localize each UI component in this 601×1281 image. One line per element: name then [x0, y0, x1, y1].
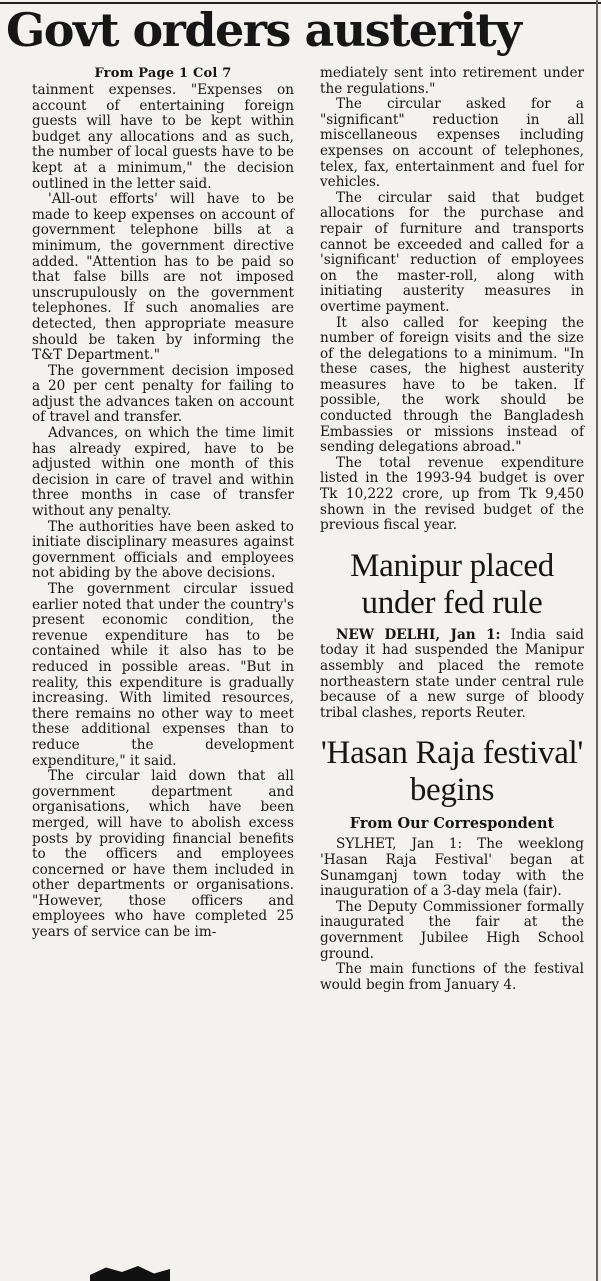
article-paragraph: The circular asked for a "significant" reduction in all miscellaneous expenses including expenses on account of telephones, telex, fax, entertainment and fuel for vehicles.: [320, 96, 584, 191]
article-paragraph: The authorities have been asked to initiate disciplinary measures against government officials and employees not abiding by the above decisions.: [32, 518, 294, 582]
article-paragraph: tainment expenses. "Expenses on account of entertaining foreign guests will have to be kept within budget any allocations and as such, the number of local guests have to be kept at a minimum," the decision outlined in the letter said.: [32, 82, 294, 192]
cut-off-headline-fragment: [90, 1266, 170, 1281]
manipur-headline: Manipur placed under fed rule: [350, 547, 554, 621]
hasan-raja-paragraph: SYLHET, Jan 1: The weeklong 'Hasan Raja Festival' began at Sunamganj town today with the inauguration of a 3-day mela (fair).: [320, 836, 584, 900]
article-headline: Govt orders austerity: [6, 3, 521, 57]
right-column: [320, 66, 584, 993]
article-paragraph: Advances, on which the time limit has already expired, have to be adjusted within one month of this decision in care of travel and within three months in case of transfer without any penalty.: [32, 425, 294, 520]
article-paragraph: The government decision imposed a 20 per cent penalty for failing to adjust the advances taken on account of travel and transfer.: [32, 362, 294, 426]
right-rule: [596, 0, 598, 1281]
hasan-raja-paragraph: The main functions of the festival would begin from January 4.: [320, 961, 584, 993]
article-paragraph: The circular said that budget allocations for the purchase and repair of furniture and transports cannot be exceeded and called for a 'significant' reduction of employees on the master-roll, along with initiating austerity measures in overtime payment.: [320, 189, 584, 315]
article-paragraph: The circular laid down that all government department and organisations, which have been merged, will have to abolish excess posts by providing financial benefits to the officers and employees concerned or have them included in other departments or organisations. "However, those officers and employees who have completed 25 years of service can be im-: [32, 768, 294, 941]
article-paragraph: It also called for keeping the number of foreign visits and the size of the delegations to a minimum. "In these cases, the highest austerity measures have to be taken. If possible, the work should be conducted through the Bangladesh Embassies or missions instead of sending delegations abroad.": [320, 314, 584, 456]
article-paragraph: The total revenue expenditure listed in the 1993-94 budget is over Tk 10,222 crore, up from Tk 9,450 shown in the revised budget of the previous fiscal year.: [320, 454, 584, 534]
hasan-raja-byline: From Our Correspondent: [349, 815, 555, 833]
article-paragraph: mediately sent into retirement under the regulations.": [320, 65, 584, 97]
manipur-dateline: NEW DELHI, Jan 1:: [336, 626, 501, 643]
left-column: [32, 66, 294, 941]
manipur-body: India said today it had suspended the Manipur assembly and placed the remote northeastern state under central rule because of a new surge of bloody tribal clashes, reports Reuter.: [320, 626, 584, 721]
manipur-paragraph: [320, 628, 584, 722]
hasan-raja-headline: 'Hasan Raja festival' begins: [320, 735, 584, 809]
hasan-raja-paragraph: The Deputy Commissioner formally inaugurated the fair at the government Jubilee High School ground.: [320, 898, 584, 962]
article-byline: From Page 1 Col 7: [94, 66, 232, 81]
article-paragraph: The government circular issued earlier noted that under the country's present economic condition, the revenue expenditure has to be contained while it also has to be reduced in possible areas. "But in reality, this expenditure is gradually increasing. With limited resources, there remains no other way to meet these additional expenses than to reduce the development expenditure," it said.: [32, 581, 294, 769]
article-paragraph: 'All-out efforts' will have to be made to keep expenses on account of government telephone bills at a minimum, the government directive added. "Attention has to be paid so that false bills are not imposed unscrupulously on the government telephones. If such anomalies are detected, then appropriate measure should be taken by informing the T&T Department.": [32, 191, 294, 364]
